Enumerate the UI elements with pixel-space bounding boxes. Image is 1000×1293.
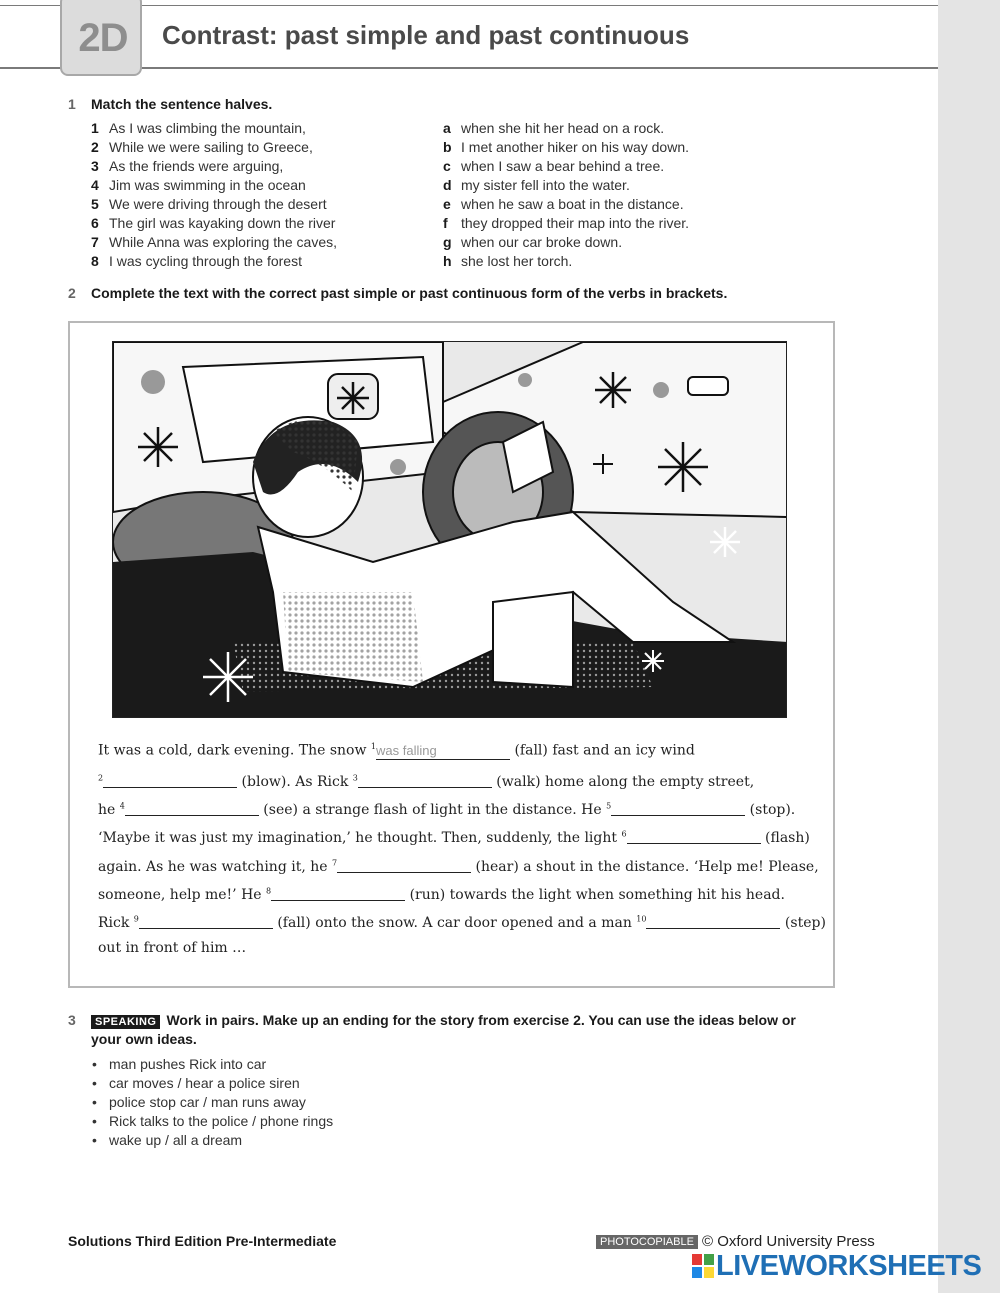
match-left-item: 5 We were driving through the desert xyxy=(91,196,327,212)
answer-gap-7[interactable] xyxy=(337,858,471,873)
story-illustration xyxy=(112,341,787,718)
match-right-item[interactable]: a when she hit her head on a rock. xyxy=(443,120,665,136)
match-right-item[interactable]: c when I saw a bear behind a tree. xyxy=(443,158,665,174)
story-line: someone, help me!’ He $^8$ (run) towards the light when something hit his head. xyxy=(98,886,785,903)
jacket-shading xyxy=(283,592,423,682)
illustration-svg xyxy=(113,342,787,718)
idea-item: • car moves / hear a police siren xyxy=(92,1075,300,1091)
answer-gap-3[interactable] xyxy=(358,773,492,788)
match-left-item: 1 As I was climbing the mountain, xyxy=(91,120,306,136)
match-right-item[interactable]: h she lost her torch. xyxy=(443,253,573,269)
idea-item: • police stop car / man runs away xyxy=(92,1094,306,1110)
snowflake-icon xyxy=(138,427,178,467)
exercise1-instruction: Match the sentence halves. xyxy=(91,96,273,112)
match-right-item[interactable]: f they dropped their map into the river. xyxy=(443,215,690,231)
match-left-item: 3 As the friends were arguing, xyxy=(91,158,284,174)
liveworksheets-logo-icon xyxy=(692,1254,714,1283)
story-line: he $^4$ (see) a strange flash of light in the distance. He $^5$ (stop). xyxy=(98,801,796,818)
snowflake-icon xyxy=(710,527,740,557)
liveworksheets-brand[interactable]: LIVEWORKSHEETS xyxy=(716,1250,982,1282)
answer-gap-10[interactable] xyxy=(646,914,780,929)
exercise2-instruction: Complete the text with the correct past simple or past continuous form of the verbs in brackets. xyxy=(91,285,728,301)
snow-dot xyxy=(518,373,532,387)
story-line: out in front of him … xyxy=(98,940,247,956)
page-title: Contrast: past simple and past continuous xyxy=(162,20,690,50)
photocopiable-badge: PHOTOCOPIABLE xyxy=(596,1235,698,1249)
match-left-item: 2 While we were sailing to Greece, xyxy=(91,139,313,155)
idea-item: • Rick talks to the police / phone rings xyxy=(92,1113,334,1129)
snowflake-icon xyxy=(658,442,708,492)
answer-gap-2[interactable] xyxy=(103,773,237,788)
snowflake-icon xyxy=(642,650,664,672)
speaking-badge: SPEAKING xyxy=(91,1015,160,1029)
answer-gap-8[interactable] xyxy=(271,886,405,901)
book-title: Solutions Third Edition Pre-Intermediate xyxy=(68,1233,337,1249)
snowflake-icon xyxy=(595,372,631,408)
snow-dot xyxy=(653,382,669,398)
story-line: It was a cold, dark evening. The snow $^1$was falling (fall) fast and an icy wind xyxy=(98,742,695,759)
exercise1-number: 1 xyxy=(68,96,76,112)
answer-gap-9[interactable] xyxy=(139,914,273,929)
match-left-item: 8 I was cycling through the forest xyxy=(91,253,302,269)
unit-tab xyxy=(60,0,142,76)
snow-dot xyxy=(390,459,406,475)
match-right-item[interactable]: d my sister fell into the water. xyxy=(443,177,630,193)
copyright: © Oxford University Press xyxy=(702,1233,875,1250)
idea-item: • man pushes Rick into car xyxy=(92,1056,267,1072)
answer-gap-1[interactable]: was falling xyxy=(376,743,510,760)
match-left-item: 6 The girl was kayaking down the river xyxy=(91,215,336,231)
match-left-item: 4 Jim was swimming in the ocean xyxy=(91,177,306,193)
answer-gap-5[interactable] xyxy=(611,801,745,816)
story-line: ‘Maybe it was just my imagination,’ he thought. Then, suddenly, the light $^6$ (flash) xyxy=(98,829,810,846)
exercise3-instruction-cont: your own ideas. xyxy=(91,1031,197,1047)
unit-number: 2D xyxy=(78,16,128,60)
man-legs xyxy=(493,592,573,687)
match-left-item: 7 While Anna was exploring the caves, xyxy=(91,234,338,250)
exercise3-instruction: SPEAKING Work in pairs. Make up an ending for the story from exercise 2. You can use the ideas below or xyxy=(91,1012,796,1029)
story-line: $^2$ (blow). As Rick $^3$ (walk) home along the empty street, xyxy=(98,773,755,790)
snow-dot xyxy=(141,370,165,394)
idea-item: • wake up / all a dream xyxy=(92,1132,243,1148)
match-right-item[interactable]: b I met another hiker on his way down. xyxy=(443,139,690,155)
snowflake-icon xyxy=(203,652,253,702)
answer-gap-6[interactable] xyxy=(627,829,761,844)
story-line: Rick $^9$ (fall) onto the snow. A car door opened and a man $^{10}$ (step) xyxy=(98,914,826,931)
exercise2-number: 2 xyxy=(68,285,76,301)
match-right-item[interactable]: g when our car broke down. xyxy=(443,234,623,250)
answer-gap-4[interactable] xyxy=(125,801,259,816)
door-handle xyxy=(688,377,728,395)
exercise3-number: 3 xyxy=(68,1012,76,1028)
match-right-item[interactable]: e when he saw a boat in the distance. xyxy=(443,196,684,212)
story-line: again. As he was watching it, he $^7$ (hear) a shout in the distance. ‘Help me! Please, xyxy=(98,858,819,875)
